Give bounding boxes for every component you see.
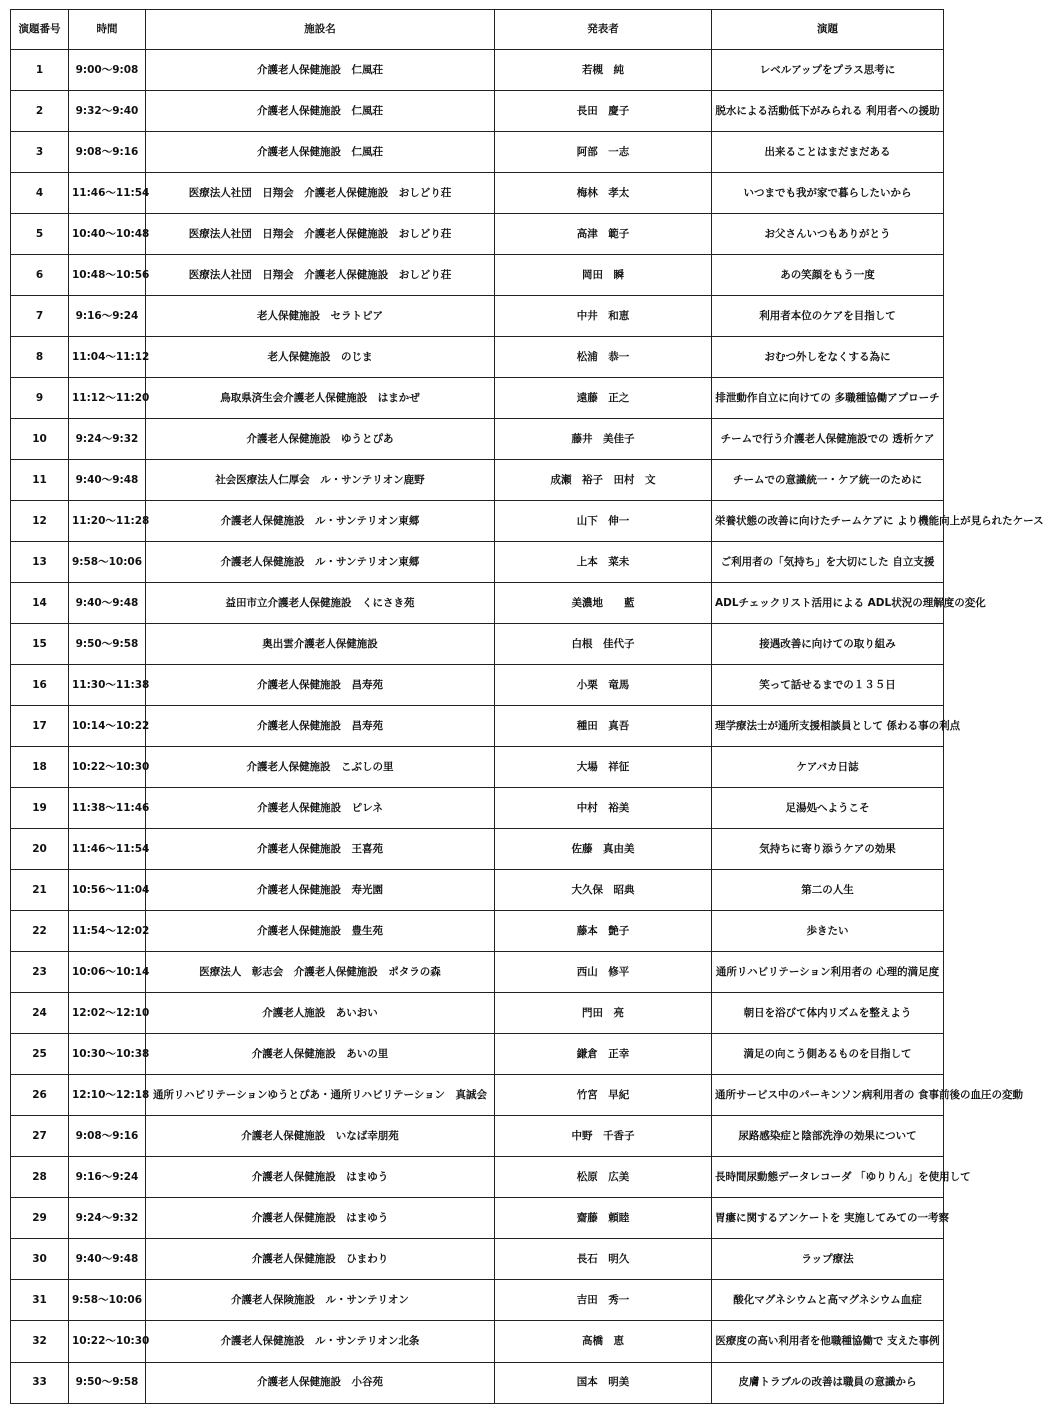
cell-presenter: 吉田 秀一 xyxy=(495,1280,712,1321)
cell-time: 12:02～12:10 xyxy=(69,993,146,1034)
cell-presenter: 藤本 艶子 xyxy=(495,911,712,952)
cell-presenter: 大久保 昭典 xyxy=(495,870,712,911)
cell-number: 2 xyxy=(11,91,69,132)
cell-facility: 医療法人 彰志会 介護老人保健施設 ポタラの森 xyxy=(146,952,495,993)
cell-facility: 介護老人保健施設 寿光園 xyxy=(146,870,495,911)
cell-number: 31 xyxy=(11,1280,69,1321)
cell-time: 11:46～11:54 xyxy=(69,173,146,214)
cell-facility: 介護老人保健施設 ゆうとぴあ xyxy=(146,419,495,460)
cell-time: 10:40～10:48 xyxy=(69,214,146,255)
cell-number: 5 xyxy=(11,214,69,255)
cell-title: 栄養状態の改善に向けたチームケアに より機能向上が見られたケース xyxy=(712,501,944,542)
cell-title: 歩きたい xyxy=(712,911,944,952)
cell-title: 足湯処へようこそ xyxy=(712,788,944,829)
cell-number: 3 xyxy=(11,132,69,173)
cell-presenter: 美濃地 藍 xyxy=(495,583,712,624)
cell-number: 19 xyxy=(11,788,69,829)
cell-number: 13 xyxy=(11,542,69,583)
table-row xyxy=(11,1157,944,1198)
cell-facility: 介護老人施設 あいおい xyxy=(146,993,495,1034)
cell-title: ラップ療法 xyxy=(712,1239,944,1280)
cell-presenter: 松浦 恭一 xyxy=(495,337,712,378)
cell-time: 10:48～10:56 xyxy=(69,255,146,296)
cell-presenter: 松原 広美 xyxy=(495,1157,712,1198)
cell-facility: 介護老人保健施設 いなば幸朋苑 xyxy=(146,1116,495,1157)
table-row xyxy=(11,788,944,829)
cell-time: 9:58～10:06 xyxy=(69,542,146,583)
cell-time: 9:40～9:48 xyxy=(69,460,146,501)
cell-title: レベルアップをプラス思考に xyxy=(712,50,944,91)
cell-presenter: 岡田 瞬 xyxy=(495,255,712,296)
cell-presenter: 若槻 純 xyxy=(495,50,712,91)
cell-title: チームでの意識統一・ケア統一のために xyxy=(712,460,944,501)
cell-time: 9:50～9:58 xyxy=(69,1362,146,1404)
header-row xyxy=(11,10,944,50)
cell-presenter: 高津 範子 xyxy=(495,214,712,255)
cell-time: 9:40～9:48 xyxy=(69,583,146,624)
presentation-schedule-table xyxy=(10,9,1044,1404)
cell-title: 満足の向こう側あるものを目指して xyxy=(712,1034,944,1075)
table-row xyxy=(11,829,944,870)
cell-facility: 介護老人保健施設 ピレネ xyxy=(146,788,495,829)
cell-facility: 介護老人保健施設 ル・サンテリオン北条 xyxy=(146,1321,495,1362)
cell-presenter: 白根 佳代子 xyxy=(495,624,712,665)
cell-title: いつまでも我が家で暮らしたいから xyxy=(712,173,944,214)
table-row xyxy=(11,583,944,624)
cell-presenter: 種田 真吾 xyxy=(495,706,712,747)
cell-facility: 介護老人保健施設 ル・サンテリオン東郷 xyxy=(146,501,495,542)
cell-title: 朝日を浴びて体内リズムを整えよう xyxy=(712,993,944,1034)
cell-time: 9:08～9:16 xyxy=(69,1116,146,1157)
cell-number: 7 xyxy=(11,296,69,337)
cell-time: 10:06～10:14 xyxy=(69,952,146,993)
table-row xyxy=(11,706,944,747)
header-presenter: 発表者 xyxy=(495,10,712,50)
cell-facility: 奥出雲介護老人保健施設 xyxy=(146,624,495,665)
cell-time: 10:14～10:22 xyxy=(69,706,146,747)
header-title: 演題 xyxy=(712,10,944,50)
table-row xyxy=(11,1362,944,1404)
cell-title: チームで行う介護老人保健施設での 透析ケア xyxy=(712,419,944,460)
cell-number: 17 xyxy=(11,706,69,747)
cell-presenter: 遠藤 正之 xyxy=(495,378,712,419)
cell-facility: 介護老人保健施設 あいの里 xyxy=(146,1034,495,1075)
cell-title: 通所リハビリテーション利用者の 心理的満足度 xyxy=(712,952,944,993)
cell-number: 12 xyxy=(11,501,69,542)
cell-presenter: 国本 明美 xyxy=(495,1362,712,1404)
cell-facility: 介護老人保健施設 昌寿苑 xyxy=(146,706,495,747)
cell-title: お父さんいつもありがとう xyxy=(712,214,944,255)
cell-facility: 介護老人保健施設 仁風荘 xyxy=(146,91,495,132)
cell-number: 20 xyxy=(11,829,69,870)
cell-presenter: 佐藤 真由美 xyxy=(495,829,712,870)
cell-presenter: 門田 亮 xyxy=(495,993,712,1034)
cell-time: 9:40～9:48 xyxy=(69,1239,146,1280)
cell-title: ケアバカ日誌 xyxy=(712,747,944,788)
cell-title: 笑って話せるまでの１３５日 xyxy=(712,665,944,706)
cell-presenter: 長田 慶子 xyxy=(495,91,712,132)
cell-time: 9:58～10:06 xyxy=(69,1280,146,1321)
cell-number: 11 xyxy=(11,460,69,501)
cell-time: 9:16～9:24 xyxy=(69,296,146,337)
cell-facility: 老人保健施設 セラトピア xyxy=(146,296,495,337)
cell-facility: 介護老人保健施設 こぶしの里 xyxy=(146,747,495,788)
cell-number: 21 xyxy=(11,870,69,911)
cell-time: 11:12～11:20 xyxy=(69,378,146,419)
cell-presenter: 齋藤 頼睦 xyxy=(495,1198,712,1239)
cell-title: 理学療法士が通所支援相談員として 係わる事の利点 xyxy=(712,706,944,747)
cell-facility: 介護老人保健施設 王喜苑 xyxy=(146,829,495,870)
cell-presenter: 中井 和恵 xyxy=(495,296,712,337)
cell-presenter: 小栗 竜馬 xyxy=(495,665,712,706)
cell-facility: 介護老人保健施設 豊生苑 xyxy=(146,911,495,952)
cell-number: 14 xyxy=(11,583,69,624)
cell-title: ADLチェックリスト活用による ADL状況の理解度の変化 xyxy=(712,583,944,624)
table-row xyxy=(11,1239,944,1280)
table-row xyxy=(11,255,944,296)
cell-presenter: 山下 伸一 xyxy=(495,501,712,542)
cell-facility: 益田市立介護老人保健施設 くにさき苑 xyxy=(146,583,495,624)
table-row xyxy=(11,91,944,132)
cell-number: 26 xyxy=(11,1075,69,1116)
cell-title: 酸化マグネシウムと高マグネシウム血症 xyxy=(712,1280,944,1321)
cell-facility: 介護老人保健施設 ひまわり xyxy=(146,1239,495,1280)
cell-facility: 介護老人保険施設 ル・サンテリオン xyxy=(146,1280,495,1321)
cell-title: 医療度の高い利用者を他職種協働で 支えた事例 xyxy=(712,1321,944,1362)
table-row xyxy=(11,296,944,337)
cell-time: 11:30～11:38 xyxy=(69,665,146,706)
cell-time: 11:54～12:02 xyxy=(69,911,146,952)
cell-title: 長時間尿動態データレコーダ 「ゆりりん」を使用して xyxy=(712,1157,944,1198)
cell-number: 24 xyxy=(11,993,69,1034)
table-row xyxy=(11,50,944,91)
table-row xyxy=(11,870,944,911)
cell-title: 出来ることはまだまだある xyxy=(712,132,944,173)
cell-title: 脱水による活動低下がみられる 利用者への援助 xyxy=(712,91,944,132)
table-row xyxy=(11,1075,944,1116)
cell-facility: 医療法人社団 日翔会 介護老人保健施設 おしどり荘 xyxy=(146,255,495,296)
cell-title: 接遇改善に向けての取り組み xyxy=(712,624,944,665)
cell-presenter: 阿部 一志 xyxy=(495,132,712,173)
table-row xyxy=(11,419,944,460)
cell-title: 気持ちに寄り添うケアの効果 xyxy=(712,829,944,870)
cell-presenter: 長石 明久 xyxy=(495,1239,712,1280)
table-row xyxy=(11,501,944,542)
cell-number: 32 xyxy=(11,1321,69,1362)
cell-facility: 介護老人保健施設 ル・サンテリオン東郷 xyxy=(146,542,495,583)
cell-time: 9:32～9:40 xyxy=(69,91,146,132)
table-row xyxy=(11,1116,944,1157)
cell-facility: 老人保健施設 のじま xyxy=(146,337,495,378)
cell-time: 11:46～11:54 xyxy=(69,829,146,870)
table-row xyxy=(11,173,944,214)
table-body xyxy=(11,50,1044,1404)
cell-facility: 医療法人社団 日翔会 介護老人保健施設 おしどり荘 xyxy=(146,214,495,255)
cell-time: 9:00～9:08 xyxy=(69,50,146,91)
cell-presenter: 西山 修平 xyxy=(495,952,712,993)
cell-presenter: 上本 菜未 xyxy=(495,542,712,583)
table-row xyxy=(11,1321,944,1362)
cell-presenter: 大場 祥征 xyxy=(495,747,712,788)
cell-title: 第二の人生 xyxy=(712,870,944,911)
cell-number: 15 xyxy=(11,624,69,665)
table-row xyxy=(11,1198,944,1239)
cell-time: 9:50～9:58 xyxy=(69,624,146,665)
cell-number: 23 xyxy=(11,952,69,993)
cell-facility: 介護老人保健施設 仁風荘 xyxy=(146,50,495,91)
table-row xyxy=(11,665,944,706)
cell-time: 9:24～9:32 xyxy=(69,1198,146,1239)
cell-time: 9:08～9:16 xyxy=(69,132,146,173)
cell-presenter: 中野 千香子 xyxy=(495,1116,712,1157)
cell-facility: 介護老人保健施設 はまゆう xyxy=(146,1198,495,1239)
header-facility: 施設名 xyxy=(146,10,495,50)
cell-number: 25 xyxy=(11,1034,69,1075)
cell-number: 4 xyxy=(11,173,69,214)
cell-time: 11:20～11:28 xyxy=(69,501,146,542)
cell-facility: 介護老人保健施設 はまゆう xyxy=(146,1157,495,1198)
cell-number: 28 xyxy=(11,1157,69,1198)
cell-time: 10:30～10:38 xyxy=(69,1034,146,1075)
cell-presenter: 藤井 美佳子 xyxy=(495,419,712,460)
table-row xyxy=(11,911,944,952)
table-row xyxy=(11,132,944,173)
cell-title: 尿路感染症と陰部洗浄の効果について xyxy=(712,1116,944,1157)
cell-number: 16 xyxy=(11,665,69,706)
cell-facility: 医療法人社団 日翔会 介護老人保健施設 おしどり荘 xyxy=(146,173,495,214)
cell-time: 12:10～12:18 xyxy=(69,1075,146,1116)
cell-number: 6 xyxy=(11,255,69,296)
cell-title: 利用者本位のケアを目指して xyxy=(712,296,944,337)
cell-title: ご利用者の「気持ち」を大切にした 自立支援 xyxy=(712,542,944,583)
cell-title: おむつ外しをなくする為に xyxy=(712,337,944,378)
header-number: 演題番号 xyxy=(11,10,69,50)
cell-presenter: 竹宮 早紀 xyxy=(495,1075,712,1116)
table-row xyxy=(11,993,944,1034)
cell-facility: 介護老人保健施設 仁風荘 xyxy=(146,132,495,173)
cell-time: 9:24～9:32 xyxy=(69,419,146,460)
cell-title: 通所サービス中のパーキンソン病利用者の 食事前後の血圧の変動 xyxy=(712,1075,944,1116)
table-row xyxy=(11,624,944,665)
table-row xyxy=(11,460,944,501)
cell-time: 10:22～10:30 xyxy=(69,747,146,788)
cell-number: 10 xyxy=(11,419,69,460)
cell-presenter: 鎌倉 正幸 xyxy=(495,1034,712,1075)
cell-time: 10:56～11:04 xyxy=(69,870,146,911)
cell-presenter: 梅林 孝太 xyxy=(495,173,712,214)
cell-time: 11:04～11:12 xyxy=(69,337,146,378)
table-row xyxy=(11,542,944,583)
cell-presenter: 高橋 恵 xyxy=(495,1321,712,1362)
table-row xyxy=(11,1280,944,1321)
cell-number: 27 xyxy=(11,1116,69,1157)
cell-facility: 鳥取県済生会介護老人保健施設 はまかぜ xyxy=(146,378,495,419)
table-row xyxy=(11,378,944,419)
cell-time: 11:38～11:46 xyxy=(69,788,146,829)
cell-number: 30 xyxy=(11,1239,69,1280)
cell-number: 33 xyxy=(11,1362,69,1404)
cell-number: 8 xyxy=(11,337,69,378)
cell-number: 22 xyxy=(11,911,69,952)
cell-time: 10:22～10:30 xyxy=(69,1321,146,1362)
table-row xyxy=(11,952,944,993)
cell-number: 1 xyxy=(11,50,69,91)
cell-facility: 社会医療法人仁厚会 ル・サンテリオン鹿野 xyxy=(146,460,495,501)
cell-time: 9:16～9:24 xyxy=(69,1157,146,1198)
cell-title: あの笑顔をもう一度 xyxy=(712,255,944,296)
cell-title: 排泄動作自立に向けての 多職種協働アプローチ xyxy=(712,378,944,419)
cell-facility: 介護老人保健施設 小谷苑 xyxy=(146,1362,495,1404)
cell-facility: 介護老人保健施設 昌寿苑 xyxy=(146,665,495,706)
header-time: 時間 xyxy=(69,10,146,50)
table-row xyxy=(11,747,944,788)
table-row xyxy=(11,214,944,255)
cell-title: 皮膚トラブルの改善は職員の意識から xyxy=(712,1362,944,1404)
cell-number: 9 xyxy=(11,378,69,419)
cell-facility: 通所リハビリテーションゆうとぴあ・通所リハビリテーション 真誠会 xyxy=(146,1075,495,1116)
table-row xyxy=(11,1034,944,1075)
table-row xyxy=(11,337,944,378)
cell-presenter: 成瀬 裕子 田村 文 xyxy=(495,460,712,501)
cell-number: 29 xyxy=(11,1198,69,1239)
cell-title: 胃瘻に関するアンケートを 実施してみての一考察 xyxy=(712,1198,944,1239)
cell-number: 18 xyxy=(11,747,69,788)
cell-presenter: 中村 裕美 xyxy=(495,788,712,829)
